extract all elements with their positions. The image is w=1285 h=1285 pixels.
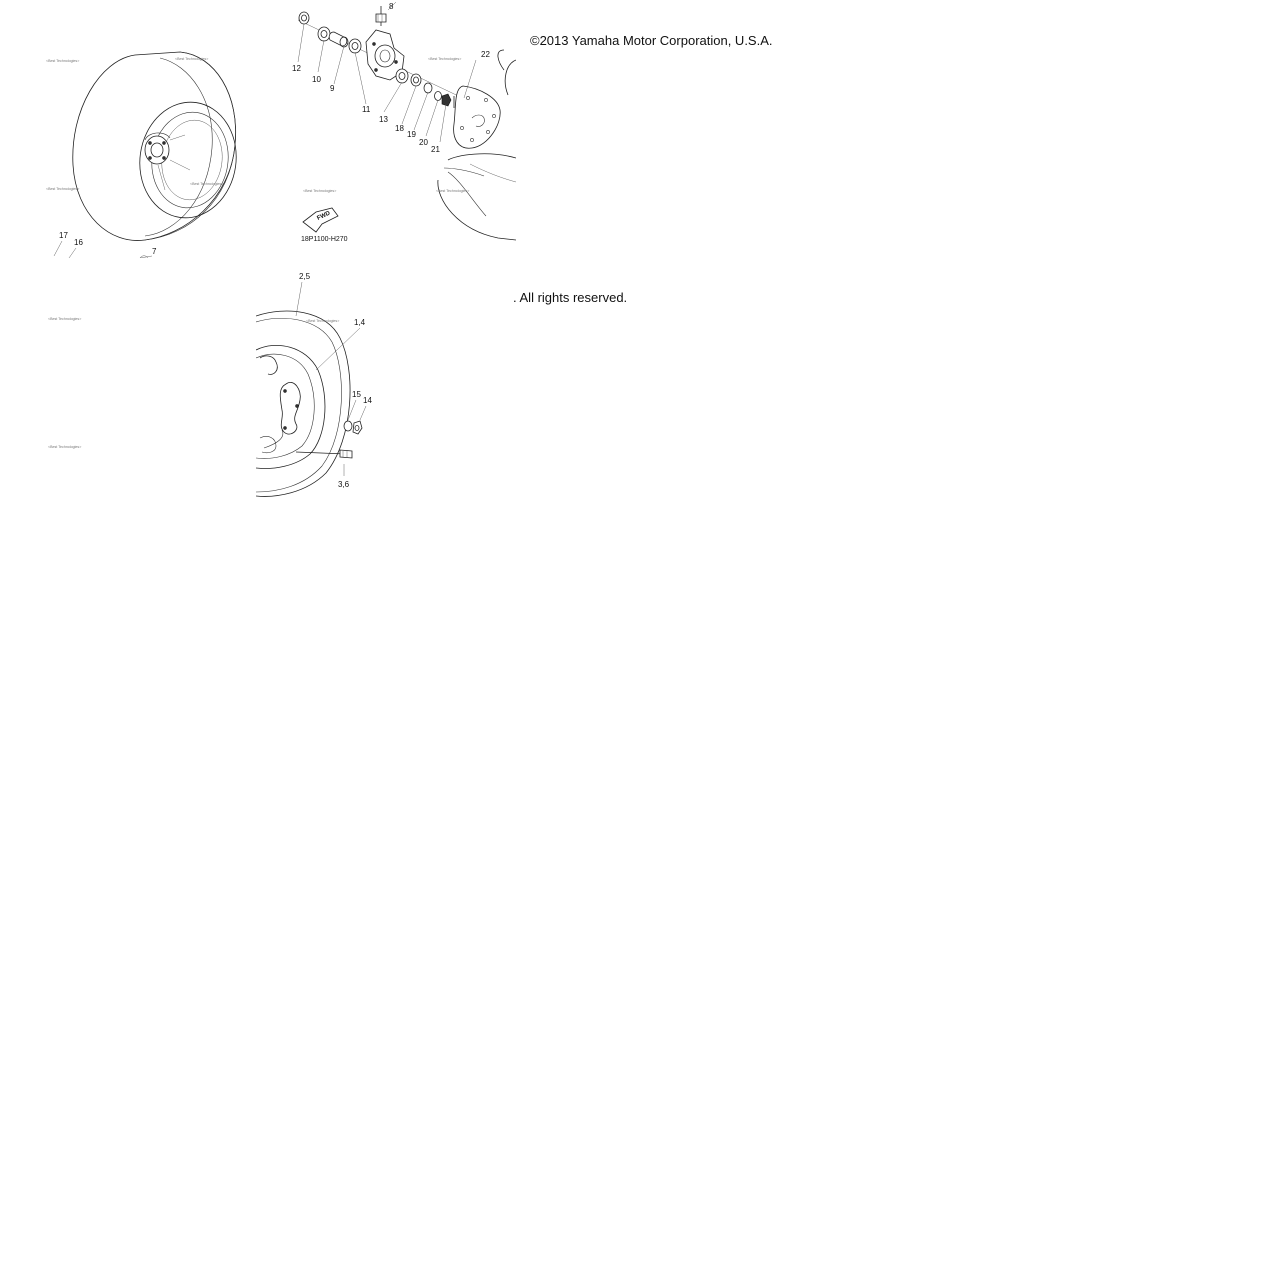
- callout-3-6: 3,6: [338, 480, 350, 489]
- seal-18: [411, 74, 421, 86]
- callout-17: 17: [59, 231, 68, 240]
- watermark-text: <Best Technologies>: [175, 57, 209, 61]
- nut-14: [353, 421, 362, 434]
- watermark-text: <Best Technologies>: [303, 189, 337, 193]
- bearing-11: [349, 39, 361, 53]
- tire-rim-panel: [256, 258, 516, 500]
- callout-15: 15: [352, 390, 361, 399]
- callout-14: 14: [363, 396, 372, 405]
- callout-8: 8: [389, 2, 394, 11]
- callout-9: 9: [330, 84, 335, 93]
- rights-notice: . All rights reserved.: [513, 290, 628, 305]
- exploded-hub-panel: [258, 0, 516, 258]
- assembled-wheel-drawing: [40, 0, 260, 258]
- callout-11: 11: [362, 105, 371, 114]
- blank-panel: [40, 300, 260, 500]
- callout-19: 19: [407, 130, 416, 139]
- callout-2-5: 2,5: [299, 272, 311, 281]
- hub: [145, 136, 169, 164]
- watermark-text: <Best Technologies>: [48, 445, 82, 449]
- diagram-code: 18P1100-H270: [301, 236, 348, 243]
- forward-arrow-icon: [303, 208, 338, 232]
- watermark-text: <Best Technologies>: [46, 187, 80, 191]
- watermark-text: <Best Technologies>: [190, 182, 224, 186]
- nut-21: [442, 94, 451, 106]
- callout-22: 22: [481, 50, 490, 59]
- callout-21: 21: [431, 145, 440, 154]
- spacer-9: [329, 32, 347, 46]
- callout-20: 20: [419, 138, 428, 147]
- callout-18: 18: [395, 124, 404, 133]
- watermark-text: <Best Technologies>: [428, 57, 462, 61]
- rim-center-cutout: [280, 382, 300, 434]
- bearing-10: [318, 27, 330, 41]
- assembled-wheel-panel: [40, 0, 260, 258]
- bearing-13: [396, 69, 408, 83]
- washer-15: [344, 421, 352, 431]
- washer-20: [435, 92, 442, 101]
- rim-outline: [256, 345, 325, 468]
- seal-12: [299, 12, 309, 24]
- watermark-text: <Best Technologies>: [48, 317, 82, 321]
- watermark-text: <Best Technologies>: [306, 319, 340, 323]
- exploded-hub-drawing: [258, 0, 516, 258]
- callout-16: 16: [74, 238, 83, 247]
- watermark-text: <Best Technologies>: [46, 59, 80, 63]
- forward-arrow-label: FWD: [316, 210, 332, 222]
- tire-rim-drawing: [256, 258, 516, 500]
- blank-panel-drawing: [40, 300, 260, 500]
- copyright-notice: ©2013 Yamaha Motor Corporation, U.S.A.: [530, 33, 773, 48]
- callout-13: 13: [379, 115, 388, 124]
- washer-19: [424, 83, 432, 93]
- watermark-text: <Best Technologies>: [436, 189, 470, 193]
- callout-7: 7: [152, 247, 157, 256]
- partial-wheel-outline: [498, 50, 516, 95]
- callout-1-4: 1,4: [354, 318, 366, 327]
- callout-12: 12: [292, 64, 301, 73]
- callout-10: 10: [312, 75, 321, 84]
